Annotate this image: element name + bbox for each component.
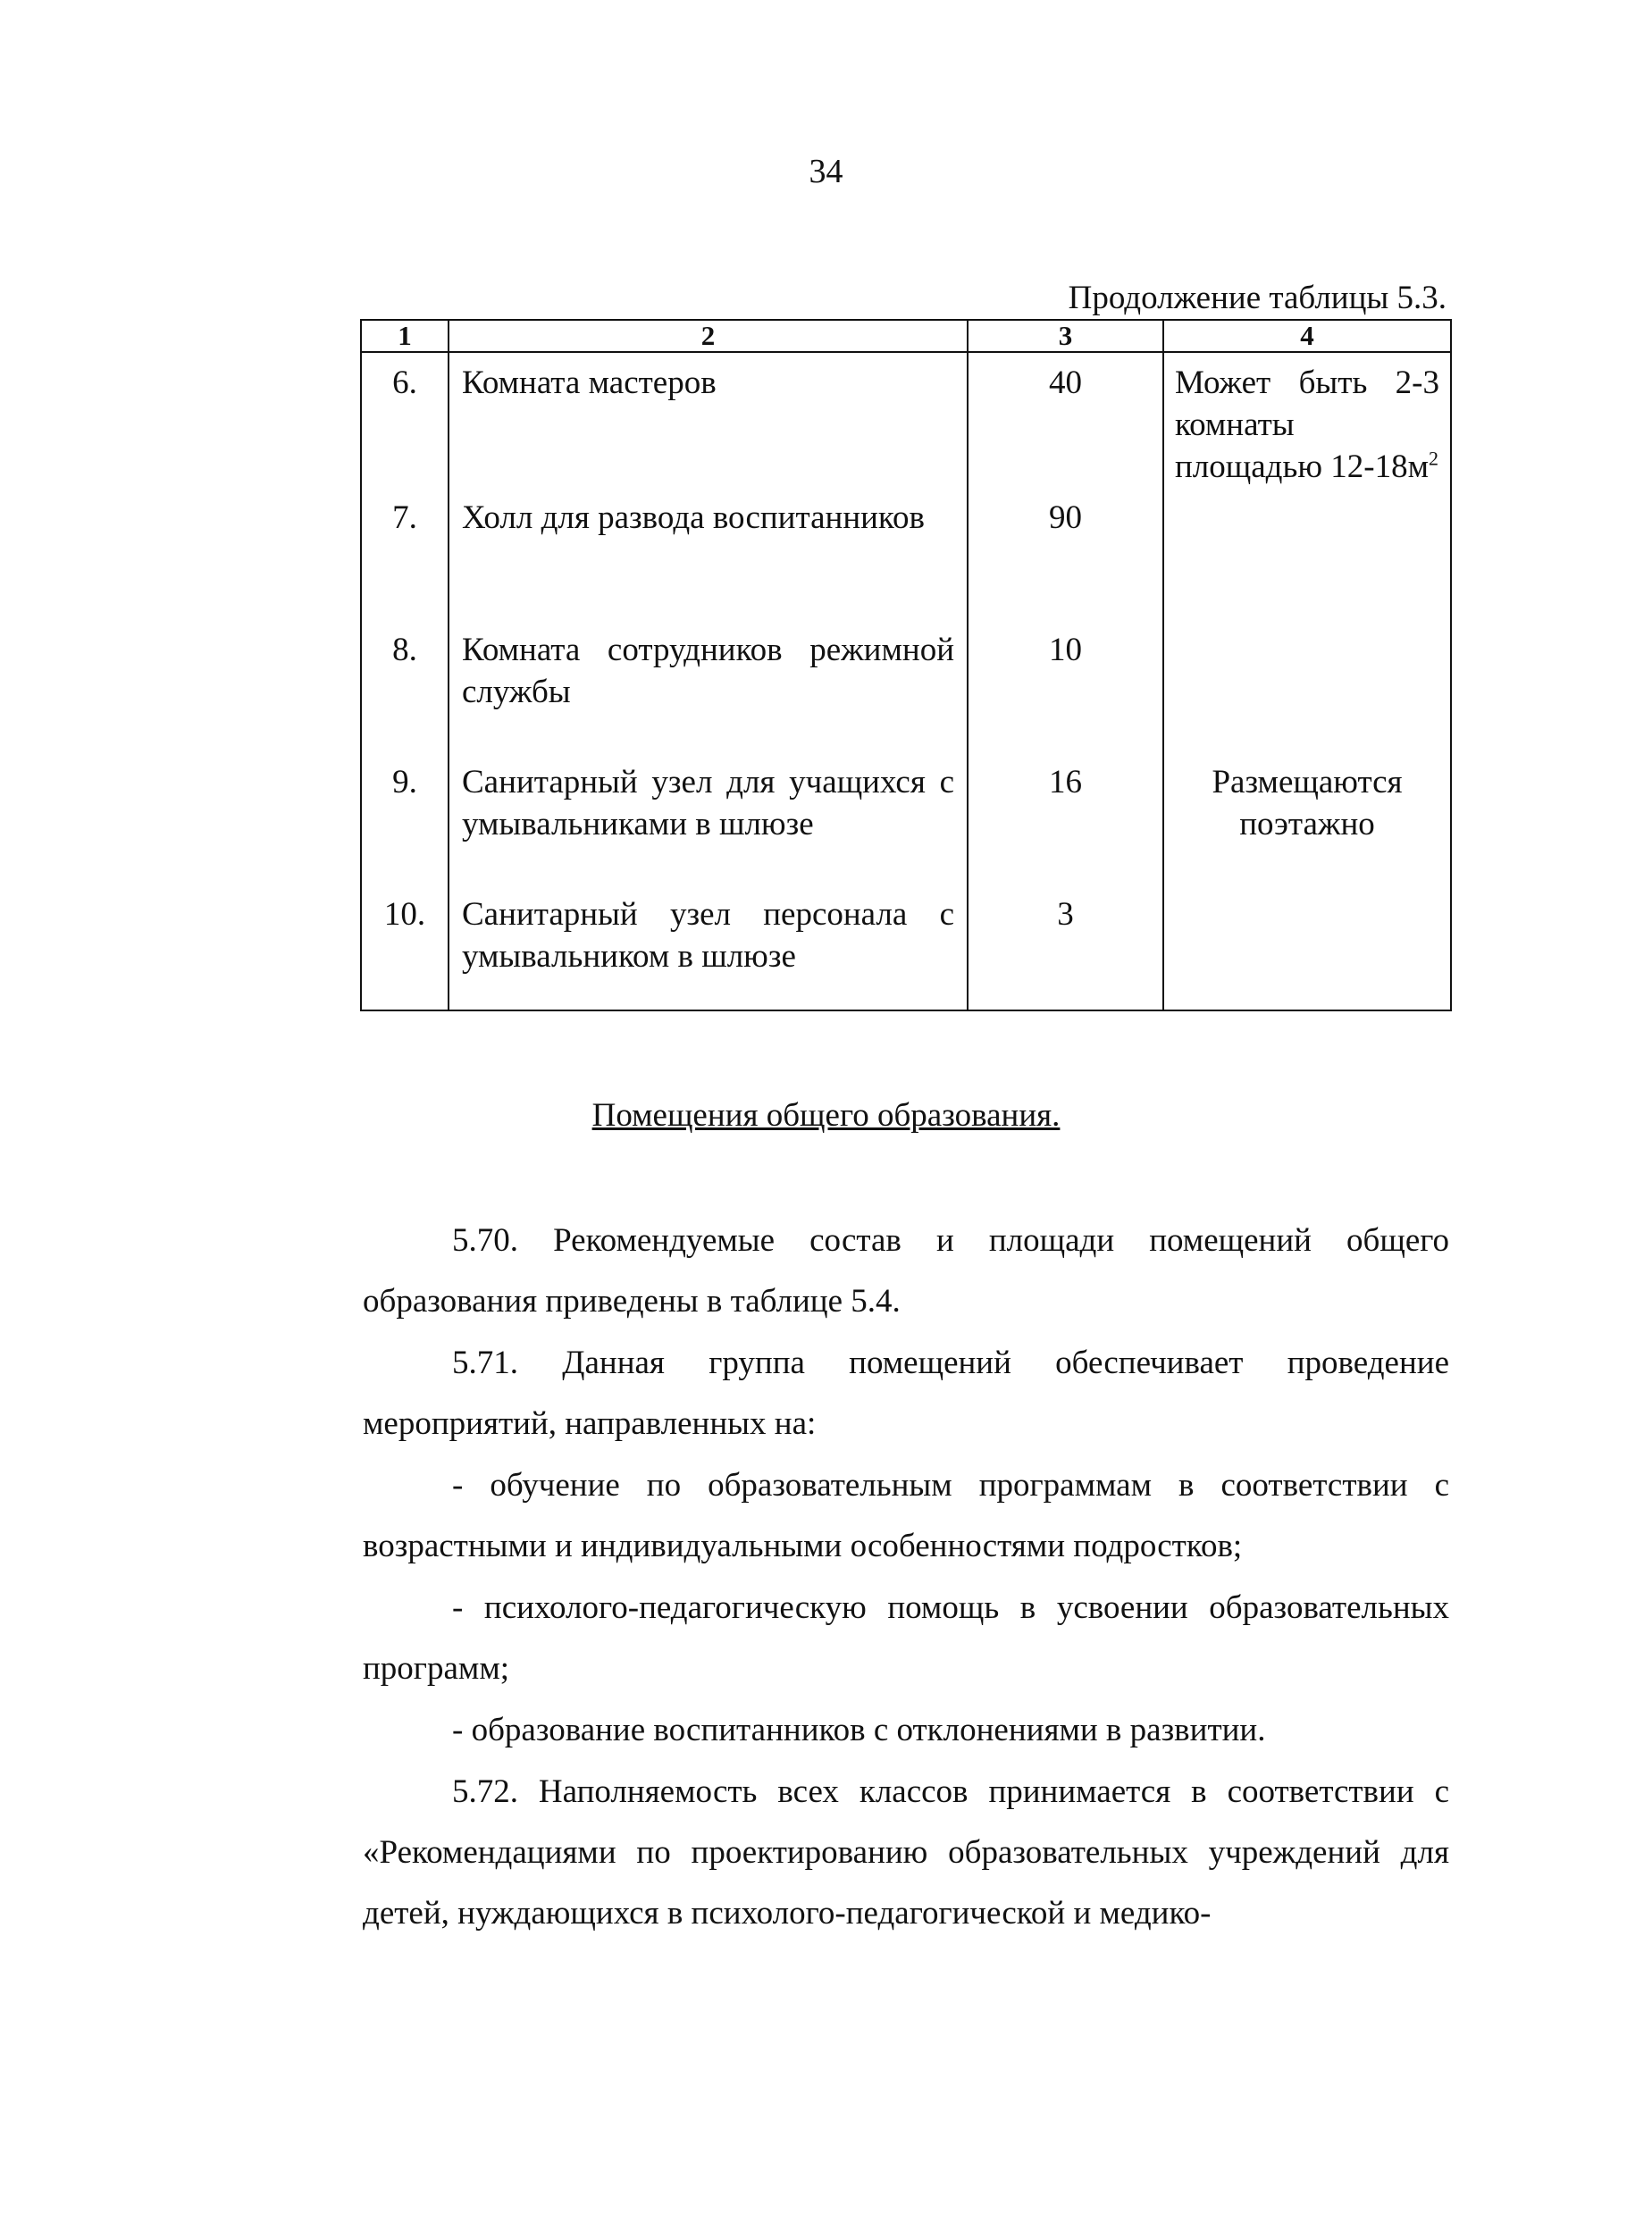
row-number: 9.: [361, 752, 449, 884]
superscript: 2: [1429, 447, 1439, 470]
column-header: 3: [968, 320, 1163, 352]
paragraph: - обучение по образовательным программам в соответствии с возрастными и индивидуальными особенностями подростков;: [363, 1467, 1449, 1564]
paragraph: - образование воспитанников с отклонениями в развитии.: [452, 1712, 1266, 1748]
room-area: 10: [968, 620, 1163, 752]
table-header-row: [361, 320, 1451, 352]
row-number: 7.: [361, 488, 449, 620]
table-row: [361, 884, 1451, 1010]
table-row: [361, 620, 1451, 752]
column-header: 1: [361, 320, 449, 352]
room-area: 16: [968, 752, 1163, 884]
paragraph: 5.71. Данная группа помещений обеспечивает проведение мероприятий, направленных на:: [363, 1345, 1449, 1442]
table-row: [361, 352, 1451, 488]
room-area: 90: [968, 488, 1163, 620]
rooms-table: [360, 319, 1452, 1011]
row-number: 10.: [361, 884, 449, 1010]
column-header: 2: [449, 320, 968, 352]
room-note: [1163, 620, 1451, 752]
row-number: 8.: [361, 620, 449, 752]
room-name: Комната мастеров: [449, 352, 968, 488]
row-number: 6.: [361, 352, 449, 488]
section-title: Помещения общего образования.: [591, 1097, 1061, 1134]
page-number: 34: [809, 153, 843, 190]
room-name: Комната сотрудников режимной службы: [449, 620, 968, 752]
room-area: 3: [968, 884, 1163, 1010]
room-area: 40: [968, 352, 1163, 488]
room-note-text: Может быть 2-3 комнаты площадью 12-18м: [1175, 365, 1439, 485]
table-caption: Продолжение таблицы 5.3.: [1068, 280, 1447, 316]
room-name: Холл для развода воспитанников: [449, 488, 968, 620]
room-note: [1163, 488, 1451, 620]
room-note: [1163, 352, 1451, 488]
column-header: 4: [1163, 320, 1451, 352]
body-text: [363, 1211, 1449, 1945]
table-row: [361, 488, 1451, 620]
paragraph: 5.72. Наполняемость всех классов принимается в соответствии с «Рекомендациями по проектированию образовательных учреждений для детей, нуждающихся в психолого-педагогической и медико-: [363, 1773, 1449, 1932]
room-note: Размещаются поэтажно: [1163, 752, 1451, 884]
room-name: Санитарный узел для учащихся с умывальниками в шлюзе: [449, 752, 968, 884]
paragraph: 5.70. Рекомендуемые состав и площади помещений общего образования приведены в таблице 5.4.: [363, 1222, 1449, 1320]
paragraph: - психолого-педагогическую помощь в усвоении образовательных программ;: [363, 1589, 1449, 1687]
room-name: Санитарный узел персонала с умывальником в шлюзе: [449, 884, 968, 1010]
table-row: [361, 752, 1451, 884]
room-note: [1163, 884, 1451, 1010]
